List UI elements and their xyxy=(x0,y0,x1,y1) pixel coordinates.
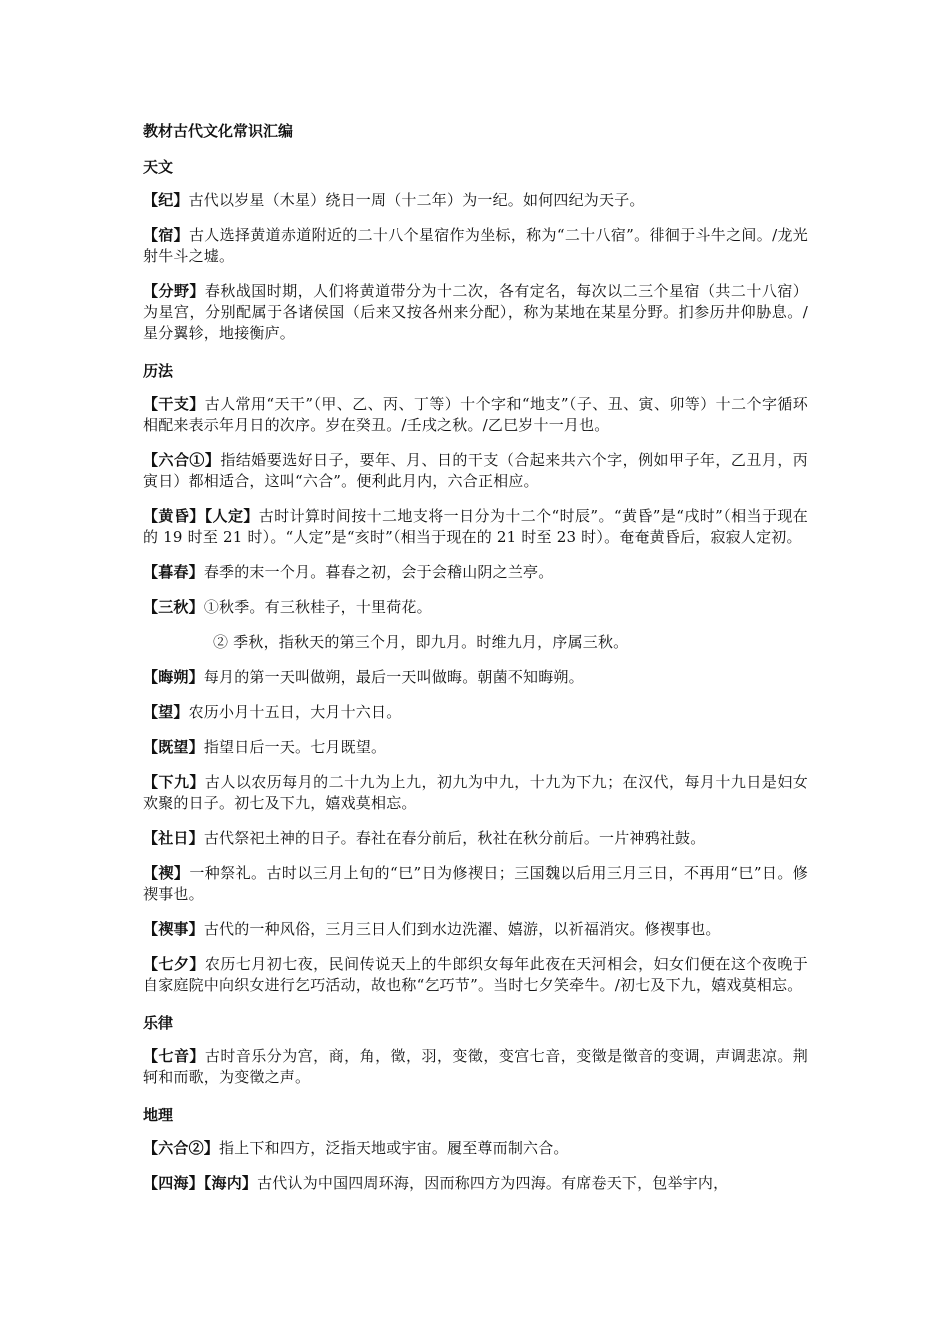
entry-paragraph xyxy=(143,450,808,492)
entry-text: 指望日后一天。七月既望。 xyxy=(203,738,387,756)
entry-term: 【禊事】 xyxy=(143,920,204,938)
section-heading: 历法 xyxy=(143,362,174,380)
document-title: 教材古代文化常识汇编 xyxy=(143,122,294,140)
entry-term: 【既望】 xyxy=(143,738,204,756)
entry-text: 古代祭祀土神的日子。春社在春分前后，秋社在秋分前后。一片神鸦社鼓。 xyxy=(203,829,706,847)
entry-term: 【七音】 xyxy=(143,1047,205,1065)
section-heading: 地理 xyxy=(143,1106,174,1124)
entry-text: 古时音乐分为宫，商，角，徵，羽，变徵，变宫七音，变徵是徵音的变调，声调悲凉。荆轲和而歌，为变徵之声。 xyxy=(143,1047,808,1086)
entry-text: 春秋战国时期，人们将黄道带分为十二次，各有定名，每次以二三个星宿（共二十八宿）为星宫，分别配属于各诸侯国（后来又按各州来分配），称为某地在某星分野。扪参历井仰胁息。/星分翼轸，地接衡庐。 xyxy=(143,282,808,342)
entry-paragraph xyxy=(143,1046,808,1088)
entry-term: 【纪】 xyxy=(143,191,189,209)
entry-term: 【望】 xyxy=(143,703,189,721)
entry-term: 【三秋】 xyxy=(143,598,204,616)
entry-text: 指结婚要选好日子，要年、月、日的干支（合起来共六个字，例如甲子年，乙丑月，丙寅日）都相适合，这叫“六合”。便利此月内，六合正相应。 xyxy=(143,451,808,490)
entry-paragraph xyxy=(143,737,808,758)
entry-paragraph xyxy=(143,562,808,583)
entry-term: 【六合②】 xyxy=(143,1139,220,1157)
entry-term: 【禊】 xyxy=(143,864,190,882)
entry-term: 【晦朔】 xyxy=(143,668,204,686)
entry-paragraph xyxy=(143,772,808,814)
entry-text: ①秋季。有三秋桂子，十里荷花。 xyxy=(203,598,432,616)
entry-text: ② 季秋，指秋天的第三个月，即九月。时维九月，序属三秋。 xyxy=(213,633,629,651)
entry-term: 【七夕】 xyxy=(143,955,205,973)
entry-term: 【干支】 xyxy=(143,395,205,413)
entry-paragraph xyxy=(143,281,808,344)
entry-text: 农历小月十五日，大月十六日。 xyxy=(188,703,402,721)
entry-text: 古代认为中国四周环海，因而称四方为四海。有席卷天下，包举宇内， xyxy=(257,1174,729,1192)
entry-term: 【分野】 xyxy=(143,282,205,300)
entry-paragraph xyxy=(143,597,808,618)
document-page xyxy=(143,118,808,1208)
entry-term: 【暮春】 xyxy=(143,563,204,581)
entry-text: 古人选择黄道赤道附近的二十八个星宿作为坐标，称为“二十八宿”。徘徊于斗牛之间。/龙光射牛斗之墟。 xyxy=(143,226,808,265)
entry-text: 一种祭礼。古时以三月上旬的“巳”日为修禊日；三国魏以后用三月三日，不再用“巳”日。修禊事也。 xyxy=(143,864,808,903)
entry-paragraph xyxy=(143,190,808,211)
entry-paragraph xyxy=(143,394,808,436)
entry-text: 古人以农历每月的二十九为上九，初九为中九，十九为下九；在汉代，每月十九日是妇女欢聚的日子。初七及下九，嬉戏莫相忘。 xyxy=(143,773,808,812)
entry-text: 古人常用“天干”（甲、乙、丙、丁等）十个字和“地支”（子、丑、寅、卯等）十二个字循环相配来表示年月日的次序。岁在癸丑。/壬戌之秋。/乙巳岁十一月也。 xyxy=(143,395,808,434)
entry-paragraph xyxy=(143,1138,808,1159)
entry-paragraph xyxy=(143,667,808,688)
entry-paragraph xyxy=(143,1173,808,1194)
entry-term: 【黄昏】【人定】 xyxy=(143,507,259,525)
entry-term: 【四海】【海内】 xyxy=(143,1174,258,1192)
entry-paragraph xyxy=(143,506,808,548)
entry-text: 指上下和四方，泛指天地或宇宙。履至尊而制六合。 xyxy=(219,1139,569,1157)
entry-paragraph xyxy=(143,919,808,940)
section-heading: 乐律 xyxy=(143,1014,174,1032)
entry-text: 古代以岁星（木星）绕日一周（十二年）为一纪。如何四纪为天子。 xyxy=(188,191,645,209)
entry-text: 古代的一种风俗，三月三日人们到水边洗濯、嬉游，以祈福消灾。修禊事也。 xyxy=(203,920,721,938)
entry-text: 古时计算时间按十二地支将一日分为十二个“时辰”。“黄昏”是“戌时”（相当于现在的 19 时至 21 时）。“人定”是“亥时”（相当于现在的 21 时至 23 时）。奄奄黄昏后，寂寂人定初。 xyxy=(143,507,808,546)
entry-term: 【宿】 xyxy=(143,226,189,244)
entry-term: 【六合①】 xyxy=(143,451,221,469)
document-body xyxy=(143,154,808,1194)
entry-text: 每月的第一天叫做朔，最后一天叫做晦。朝菌不知晦朔。 xyxy=(203,668,584,686)
entry-paragraph xyxy=(143,954,808,996)
entry-paragraph xyxy=(143,225,808,267)
entry-text: 农历七月初七夜，民间传说天上的牛郎织女每年此夜在天河相会，妇女们便在这个夜晚于自家庭院中向织女进行乞巧活动，故也称“乞巧节”。当时七夕笑牵牛。/初七及下九，嬉戏莫相忘。 xyxy=(143,955,808,994)
entry-paragraph xyxy=(143,863,808,905)
entry-term: 【社日】 xyxy=(143,829,204,847)
entry-term: 【下九】 xyxy=(143,773,205,791)
entry-paragraph xyxy=(143,828,808,849)
entry-paragraph xyxy=(143,632,808,653)
section-heading: 天文 xyxy=(143,158,174,176)
entry-paragraph xyxy=(143,702,808,723)
entry-text: 春季的末一个月。暮春之初，会于会稽山阴之兰亭。 xyxy=(203,563,554,581)
